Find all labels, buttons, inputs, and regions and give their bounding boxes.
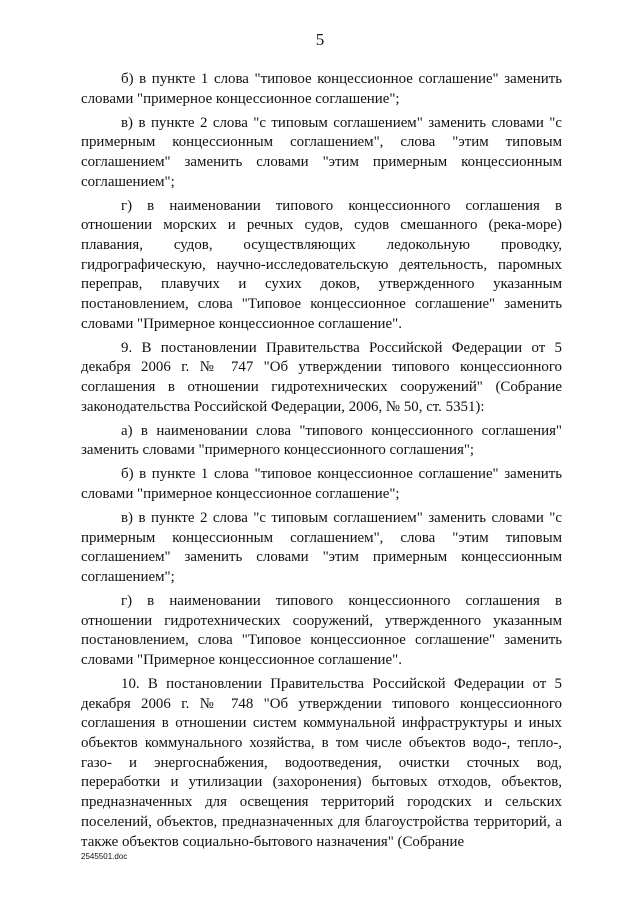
footer-filename: 2545501.doc <box>81 852 128 861</box>
paragraph-g-gidrotekhnicheskie: г) в наименовании типового концессионного соглашения в отношении гидротехнических сооружений, утвержденного указанным постановлением, слова "Типовое концессионное соглашение" заменить словами "Примерное концессионное соглашение". <box>81 592 562 668</box>
document-body <box>81 70 562 856</box>
paragraph-g-naimenovanie-sudov: г) в наименовании типового концессионного соглашения в отношении морских и речных судов, судов смешанного (река-море) плавания, судов, осуществляющих ледокольную проводку, гидрографическую, научно-исследовательскую деятельность, паромных переправ, плавучих и сухих доков, утвержденного указанным постановлением, слова "Типовое концессионное соглашение" заменить словами "Примерное концессионное соглашение". <box>81 197 562 332</box>
paragraph-a-naimenovanie: а) в наименовании слова "типового концессионного соглашения" заменить словами "примерного концессионного соглашения"; <box>81 422 562 459</box>
page-number: 5 <box>315 30 325 49</box>
paragraph-b-punkt-1-second: б) в пункте 1 слова "типовое концессионное соглашение" заменить словами "примерное концессионное соглашение"; <box>81 466 562 502</box>
paragraph-v-punkt-2: в) в пункте 2 слова "с типовым соглашением" заменить словами "с примерным концессионным соглашением", слова "этим типовым соглашением" заменить словами "этим примерным концессионным соглашением"; <box>81 114 562 190</box>
paragraph-v-punkt-2-second: в) в пункте 2 слова "с типовым соглашением" заменить словами "с примерным концессионным соглашением", слова "этим типовым соглашением" заменить словами "этим примерным концессионным соглашением"; <box>81 509 562 585</box>
paragraph-item-10: 10. В постановлении Правительства Российской Федерации от 5 декабря 2006 г. № 748 "Об утверждении типового концессионного соглашения в отношении систем коммунальной инфраструктуры и иных объектов коммунального хозяйства, в том числе объектов водо-, тепло-, газо- и энергоснабжения, водоотведения, очистки сточных вод, переработки и утилизации (захоронения) бытовых отходов, объектов, предназначенных для освещения территорий городских и сельских поселений, объектов, предназначенных для благоустройства территорий, а также объектов социально-бытового назначения" (Собрание <box>81 675 562 850</box>
paragraph-b-punkt-1: б) в пункте 1 слова "типовое концессионное соглашение" заменить словами "примерное концессионное соглашение"; <box>81 71 562 107</box>
paragraph-item-9: 9. В постановлении Правительства Российской Федерации от 5 декабря 2006 г. № 747 "Об утверждении типового концессионного соглашения в отношении гидротехнических сооружений" (Собрание законодательства Российской Федерации, 2006, № 50, ст. 5351): <box>81 339 562 415</box>
